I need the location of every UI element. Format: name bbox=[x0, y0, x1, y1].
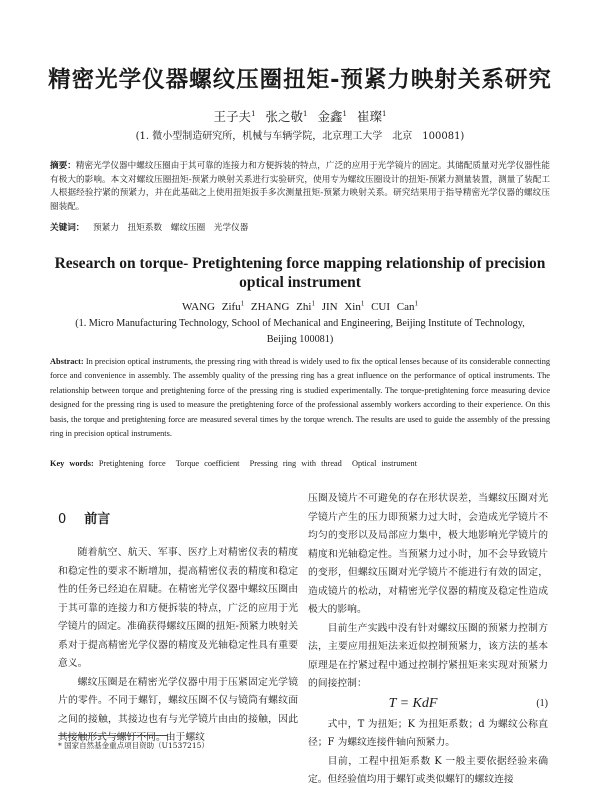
affiliation-en: (1. Micro Manufacturing Technology, School of Mechanical and Engineering, Beijing Institute of Technology, Beijing 100081) bbox=[75, 318, 525, 345]
body-column-right bbox=[308, 490, 548, 790]
paper-title-cn: 精密光学仪器螺纹压圈扭矩-预紧力映射关系研究 bbox=[48, 67, 552, 93]
body-paragraph: 螺纹压圈是在精密光学仪器中用于压紧固定光学镜片的零件。不同于螺钉，螺纹压圈不仅与镜筒有螺纹面之间的接触，其接边也有与光学镜片由由的接触，因此其接触形式与螺钉不同。由于螺纹 bbox=[58, 676, 298, 743]
body-paragraph: 压圈及镜片不可避免的存在形状误差，当螺纹压圈对光学镜片产生的压力即预紧力过大时，会造成光学镜片不均匀的变形以及局部应力集中，极大地影响光学镜片的精度和光轴稳定性。当预紧力过小时，加不会导致镜片的变形，但螺纹压圈对光学镜片不能进行有效的固定，造成镜片的松动，对精密光学仪器的精度及稳定性造成极大的影响。 bbox=[308, 493, 548, 615]
author-list-en bbox=[0, 299, 600, 313]
equation-number: (1) bbox=[536, 698, 548, 710]
body-paragraph: 式中，T 为扭矩；K 为扭矩系数；d 为螺纹公称直径；F 为螺纹连接件轴向预紧力。 bbox=[308, 718, 548, 748]
footnote-rule bbox=[58, 735, 168, 736]
author-en: ZHANG Zhi$^1$ bbox=[250, 299, 315, 313]
author-en: CUI Can$^1$ bbox=[371, 299, 419, 313]
keyword-cn: 扭矩系数 bbox=[127, 223, 163, 233]
body-paragraph: 目前生产实践中没有针对螺纹压圈的预紧力控制方法，主要应用扭矩法来近似控制预紧力，该方法的基本原理是在拧紧过程中通过控制拧紧扭矩来实现对预紧力的间接控制： bbox=[308, 622, 548, 689]
body-column-left bbox=[58, 544, 298, 748]
keywords-en-label: Key words: bbox=[50, 459, 94, 468]
section-heading bbox=[58, 508, 110, 527]
author-en: JIN Xin$^1$ bbox=[321, 299, 365, 313]
section-title: 前言 bbox=[84, 512, 111, 527]
body-paragraph: 随着航空、航天、军事、医疗上对精密仪表的精度和稳定性的要求不断增加，提高精密仪表的精度和稳定性的任务已经迫在眉睫。在精密光学仪器中螺纹压圈由于其可靠的连接力和方便拆装的特点，广泛的应用于光学镜片的固定。准确获得螺纹压圈的扭矩-预紧力映射关系对于提高精密光学仪器的精度及光轴稳定性具有重要意义。 bbox=[58, 547, 298, 669]
keyword-en: Pretightening force bbox=[98, 459, 166, 468]
author-cn: 王子夫$^1$ bbox=[213, 109, 256, 124]
abstract-cn-label: 摘要： bbox=[50, 161, 76, 171]
keyword-en: Optical instrument bbox=[352, 459, 417, 468]
keywords-cn-label: 关键词： bbox=[50, 223, 85, 233]
abstract-en-text: In precision optical instruments, the pressing ring with thread is widely used to fix the optical lenses because of its considerable connecting force and convenience in assembly. The assembly quality of the pressing ring has a great influence on the performance of optical instruments. The relationship between torque and pretightening force of the pressing ring is studied experimentally. The torque-pretightening force measuring device designed for the pressing ring is used to measure the pretightening force of the professional assembly workers according to their experience. On this basis, the torque and pretightening force are measured several times by the torque wrench. The results are used to guide the assembly of the pressing ring in precision optical instruments. bbox=[50, 357, 550, 439]
keywords-en bbox=[50, 459, 550, 468]
abstract-cn-text: 精密光学仪器中螺纹压圈由于其可靠的连接力和方便拆装的特点，广泛的应用于光学镜片的固定。其储配质量对光学仪器性能有极大的影响。本文对螺纹压圈扭矩-预紧力映射关系进行实验研究，使用专为螺纹压圈设计的扭矩-预紧力测量装置，测量了装配工人根据经验拧紧的预紧力，并在此基础之上使用扭矩扳手多次测量扭矩-预紧力映射关系。研究结果用于指导精密光学仪器的螺纹压圈装配。 bbox=[50, 161, 550, 212]
keyword-cn: 螺纹压圈 bbox=[170, 223, 206, 233]
author-cn: 张之敬$^1$ bbox=[265, 109, 308, 124]
section-number: 0 bbox=[58, 512, 67, 527]
abstract-cn bbox=[50, 160, 550, 214]
footnote: * 国家自然基金重点项目资助（U1537215） bbox=[58, 741, 209, 750]
body-paragraph: 目前，工程中扭矩系数 K 一般主要依据经验来确定。但经验值均用于螺钉或类似螺钉的螺纹连接 bbox=[308, 755, 548, 785]
abstract-en bbox=[50, 355, 550, 441]
keywords-cn bbox=[50, 221, 550, 233]
abstract-en-label: Abstract: bbox=[50, 357, 84, 366]
keyword-en: Torque coefficient bbox=[175, 459, 240, 468]
author-list-cn bbox=[0, 107, 600, 125]
paper-title-en: Research on torque- Pretightening force mapping relationship of precision optical instrument bbox=[54, 255, 546, 291]
equation-text: T = KdF bbox=[388, 696, 438, 712]
affiliation-cn: (1. 微小型制造研究所，机械与车辆学院，北京理工大学 北京 100081) bbox=[135, 131, 465, 142]
author-en: WANG Zifu$^1$ bbox=[181, 299, 245, 313]
equation bbox=[308, 694, 548, 716]
author-cn: 金鑫$^1$ bbox=[317, 109, 347, 124]
keyword-en: Pressing ring with thread bbox=[249, 459, 342, 468]
keyword-cn: 预紧力 bbox=[93, 223, 119, 233]
author-cn: 崔璨$^1$ bbox=[356, 109, 387, 124]
keyword-cn: 光学仪器 bbox=[213, 223, 249, 233]
